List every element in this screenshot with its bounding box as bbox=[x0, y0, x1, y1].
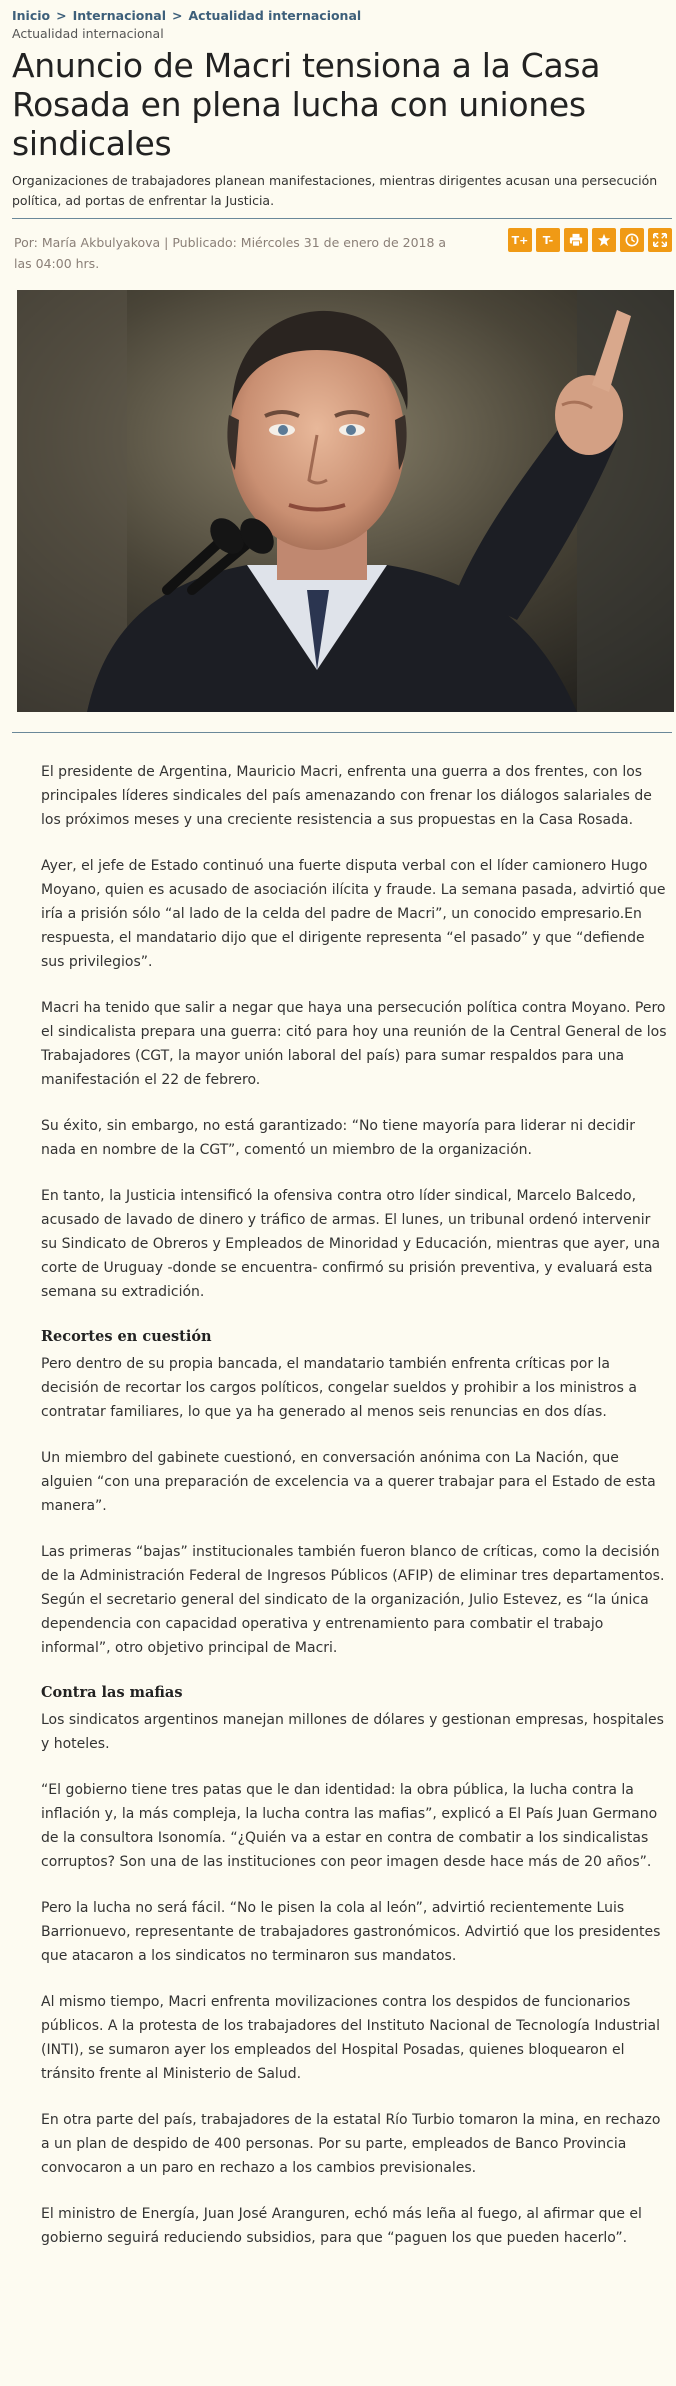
article-paragraph: Las primeras “bajas” institucionales también fueron blanco de críticas, como la decisión de la Administración Federal de Ingresos Públicos (AFIP) de eliminar tres departamentos. Según el secretario general del sindicato de la organización, Julio Estevez, es “la única dependencia con capacidad operativa y entrenamiento para combatir el trabajo informal”, otro objetivo principal de Macri. bbox=[41, 1544, 665, 1656]
section-heading: Contra las mafias bbox=[41, 1684, 183, 1701]
section-label: Actualidad internacional bbox=[12, 26, 164, 41]
article-body bbox=[41, 760, 669, 2272]
breadcrumb-link-actualidad[interactable]: Actualidad internacional bbox=[188, 8, 362, 23]
expand-icon bbox=[653, 233, 667, 247]
breadcrumb-link-internacional[interactable]: Internacional bbox=[72, 8, 167, 23]
article-paragraph: Pero la lucha no será fácil. “No le pisen la cola al león”, advirtió recientemente Luis Barrionuevo, representante de trabajadores gastronómicos. Advirtió que los presidentes que atacaron a los sindicatos no terminaron sus mandatos. bbox=[41, 1900, 661, 1964]
print-icon bbox=[569, 233, 583, 247]
breadcrumb bbox=[12, 8, 361, 23]
divider bbox=[12, 218, 672, 219]
article-paragraph: Pero dentro de su propia bancada, el mandatario también enfrenta críticas por la decisión de recortar los cargos políticos, congelar sueldos y prohibir a los ministros a contratar familiares, lo que ya ha generado al menos seis renuncias en dos días. bbox=[41, 1356, 637, 1420]
photo-of-speaker-icon bbox=[17, 290, 674, 712]
article-paragraph: Al mismo tiempo, Macri enfrenta movilizaciones contra los despidos de funcionarios públicos. A la protesta de los trabajadores del Instituto Nacional de Tecnología Industrial (INTI), se sumaron ayer los empleados del Hospital Posadas, quienes bloquearon el tránsito frente al Ministerio de Salud. bbox=[41, 1994, 660, 2082]
article-paragraph: En tanto, la Justicia intensificó la ofensiva contra otro líder sindical, Marcelo Balcedo, acusado de lavado de dinero y tráfico de armas. El lunes, un tribunal ordenó intervenir su Sindicato de Obreros y Empleados de Minoridad y Educación, mientras que ayer, una corte de Uruguay -donde se encuentra- confirmó su prisión preventiva, y evaluará esta semana su extradición. bbox=[41, 1188, 661, 1300]
font-increase-button[interactable]: T+ bbox=[508, 228, 532, 252]
star-icon bbox=[597, 233, 611, 247]
article-subtitle: Organizaciones de trabajadores planean manifestaciones, mientras dirigentes acusan una persecución política, ad portas de enfrentar la Justicia. bbox=[12, 173, 658, 208]
article-paragraph: “El gobierno tiene tres patas que le dan identidad: la obra pública, la lucha contra la inflación y, la más compleja, la lucha contra las mafias”, explicó a El País Juan Germano de la consultora Isonomía. “¿Quién va a estar en contra de combatir a los sindicalistas corruptos? Son una de las instituciones con peor imagen desde hace más de 20 años”. bbox=[41, 1782, 658, 1870]
history-button[interactable] bbox=[620, 228, 644, 252]
clock-icon bbox=[625, 233, 639, 247]
favorite-button[interactable] bbox=[592, 228, 616, 252]
article-tools bbox=[508, 228, 672, 252]
article-byline: Por: María Akbulyakova | Publicado: Miércoles 31 de enero de 2018 a las 04:00 hrs. bbox=[14, 235, 447, 271]
print-button[interactable] bbox=[564, 228, 588, 252]
fullscreen-button[interactable] bbox=[648, 228, 672, 252]
article-paragraph: Un miembro del gabinete cuestionó, en conversación anónima con La Nación, que alguien “con una preparación de excelencia va a querer trabajar para el Estado de esta manera”. bbox=[41, 1450, 656, 1514]
divider bbox=[12, 732, 672, 733]
font-decrease-button[interactable]: T- bbox=[536, 228, 560, 252]
article-paragraph: En otra parte del país, trabajadores de la estatal Río Turbio tomaron la mina, en rechazo a un plan de despido de 400 personas. Por su parte, empleados de Banco Provincia convocaron a un paro en rechazo a los cambios previsionales. bbox=[41, 2112, 661, 2176]
breadcrumb-separator: > bbox=[172, 8, 183, 23]
article-photo bbox=[17, 290, 674, 712]
article-paragraph: El presidente de Argentina, Mauricio Macri, enfrenta una guerra a dos frentes, con los principales líderes sindicales del país amenazando con frenar los diálogos salariales de los próximos meses y una creciente resistencia a sus propuestas en la Casa Rosada. bbox=[41, 764, 652, 828]
article-paragraph: Macri ha tenido que salir a negar que haya una persecución política contra Moyano. Pero el sindicalista prepara una guerra: citó para hoy una reunión de la Central General de los Trabajadores (CGT, la mayor unión laboral del país) para sumar respaldos para una manifestación el 22 de febrero. bbox=[41, 1000, 667, 1088]
article-paragraph: Su éxito, sin embargo, no está garantizado: “No tiene mayoría para liderar ni decidir nada en nombre de la CGT”, comentó un miembro de la organización. bbox=[41, 1118, 636, 1158]
article-paragraph: Ayer, el jefe de Estado continuó una fuerte disputa verbal con el líder camionero Hugo Moyano, quien es acusado de asociación ilícita y fraude. La semana pasada, advirtió que iría a prisión sólo “al lado de la celda del padre de Macri”, un conocido empresario.En respuesta, el mandatario dijo que el dirigente representa “el pasado” y que “defiende sus privilegios”. bbox=[41, 858, 666, 970]
breadcrumb-separator: > bbox=[56, 8, 67, 23]
article-paragraph: Los sindicatos argentinos manejan millones de dólares y gestionan empresas, hospitales y hoteles. bbox=[41, 1712, 664, 1752]
article-paragraph: El ministro de Energía, Juan José Aranguren, echó más leña al fuego, al afirmar que el gobierno seguirá reduciendo subsidios, para que “paguen los que pueden hacerlo”. bbox=[41, 2206, 642, 2246]
breadcrumb-link-home[interactable]: Inicio bbox=[12, 8, 51, 23]
article-headline: Anuncio de Macri tensiona a la Casa Rosada en plena lucha con uniones sindicales bbox=[12, 46, 601, 163]
section-heading: Recortes en cuestión bbox=[41, 1328, 212, 1345]
